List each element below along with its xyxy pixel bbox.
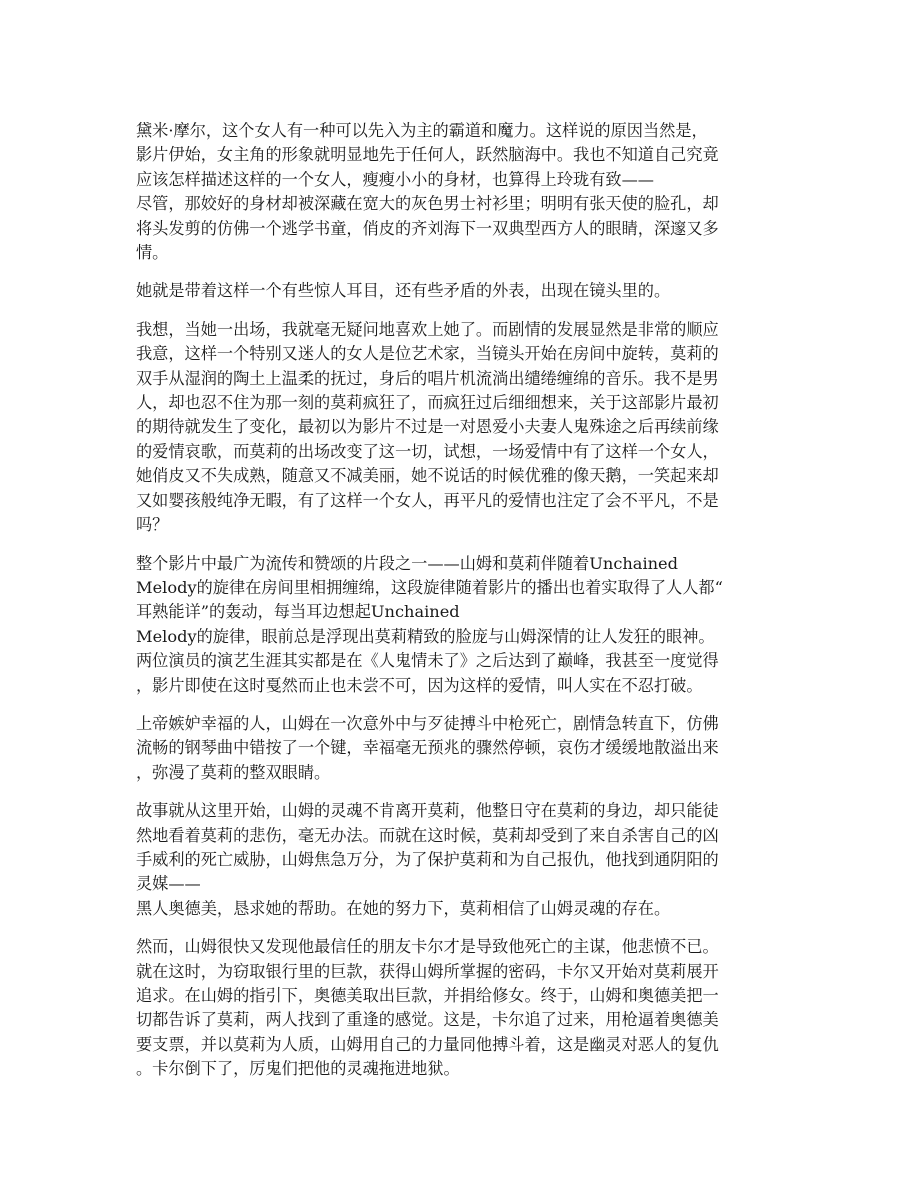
- text-line: 的爱情哀歌，而莫莉的出场改变了这一切，试想，一场爱情中有了这样一个女人，: [136, 441, 719, 461]
- text-line: 手威利的死亡威胁，山姆焦急万分，为了保护莫莉和为自己报仇，他找到通阴阳的: [136, 849, 719, 869]
- text-line: ，影片即使在这时戛然而止也未尝不可，因为这样的爱情，叫人实在不忍打破。: [136, 675, 703, 695]
- paragraph-tragedy: [136, 712, 788, 785]
- text-line: 两位演员的演艺生涯其实都是在《人鬼情未了》之后达到了巅峰，我甚至一度觉得: [136, 651, 719, 671]
- paragraph-intro: [136, 119, 788, 265]
- text-line: 就在这时，为窃取银行里的巨款，获得山姆所掌握的密码，卡尔又开始对莫莉展开: [136, 961, 719, 981]
- text-line: 追求。在山姆的指引下，奥德美取出巨款，并捐给修女。终于，山姆和奥德美把一: [136, 986, 719, 1005]
- text-line: 的期待就发生了变化，最初以为影片不过是一对恩爱小夫妻人鬼殊途之后再续前缘: [136, 417, 719, 437]
- text-line: 应该怎样描述这样的一个女人，瘦瘦小小的身材，也算得上玲珑有致——: [136, 169, 654, 189]
- text-line: 黑人奥德美，恳求她的帮助。在她的努力下，莫莉相信了山姆灵魂的存在。: [136, 898, 671, 918]
- paragraph-revenge: [136, 935, 788, 1081]
- paragraph-ghost-story: [136, 799, 788, 921]
- text-line: 人，却也忍不住为那一刻的莫莉疯狂了，而疯狂过后细细想来，关于这部影片最初: [136, 393, 719, 413]
- text-line: 影片伊始，女主角的形象就明显地先于任何人，跃然脑海中。我也不知道自己究竟: [136, 145, 719, 165]
- text-line: 。卡尔倒下了，厉鬼们把他的灵魂拖进地狱。: [136, 1059, 460, 1079]
- text-line: 情。: [136, 243, 169, 263]
- text-line: 黛米·摩尔，这个女人有一种可以先入为主的霸道和魔力。这样说的原因当然是，: [136, 121, 708, 140]
- text-line: 切都告诉了莫莉，两人找到了重逢的感觉。这是，卡尔追了过来，用枪逼着奥德美: [136, 1010, 719, 1030]
- text-line: Melody的旋律，眼前总是浮现出莫莉精致的脸庞与山姆深情的让人发狂的眼神。: [136, 626, 715, 646]
- text-line: Melody的旋律在房间里相拥缠绵，这段旋律随着影片的播出也着实取得了人人都“: [136, 577, 723, 597]
- text-line: 然地看着莫莉的悲伤，毫无办法。而就在这时候，莫莉却受到了来自杀害自己的凶: [136, 825, 719, 845]
- text-line: 双手从湿润的陶土上温柔的抚过，身后的唱片机流淌出缱绻缠绵的音乐。我不是男: [136, 368, 719, 388]
- text-line: 又如婴孩般纯净无暇，有了这样一个女人，再平凡的爱情也注定了会不平凡，不是: [136, 490, 719, 510]
- text-line: 吗？: [136, 515, 169, 535]
- text-line: 我意，这样一个特别又迷人的女人是位艺术家，当镜头开始在房间中旋转，莫莉的: [136, 344, 719, 364]
- text-line: 耳熟能详”的轰动，每当耳边想起Unchained: [136, 602, 460, 622]
- paragraph-first-impression: [136, 318, 788, 538]
- text-line: 流畅的钢琴曲中错按了一个键，幸福毫无预兆的骤然停顿，哀伤才缓缓地散溢出来: [136, 738, 719, 758]
- document-page: [136, 119, 788, 1096]
- paragraph-appearance: [136, 279, 788, 303]
- text-line: 然而，山姆很快又发现他最信任的朋友卡尔才是导致他死亡的主谋，他悲愤不已。: [136, 937, 719, 957]
- text-line: 上帝嫉妒幸福的人，山姆在一次意外中与歹徒搏斗中枪死亡，剧情急转直下，仿佛: [136, 713, 719, 733]
- text-line: 故事就从这里开始，山姆的灵魂不肯离开莫莉，他整日守在莫莉的身边，却只能徒: [136, 801, 719, 821]
- text-line: 要支票，并以莫莉为人质，山姆用自己的力量同他搏斗着，这是幽灵对恶人的复仇: [136, 1034, 719, 1054]
- text-line: 整个影片中最广为流传和赞颂的片段之一——山姆和莫莉伴随着Unchained: [136, 553, 679, 573]
- text-line: 将头发剪的仿佛一个逃学书童，俏皮的齐刘海下一双典型西方人的眼睛，深邃又多: [136, 218, 719, 238]
- text-line: 我想，当她一出场，我就毫无疑问地喜欢上她了。而剧情的发展显然是非常的顺应: [136, 319, 719, 339]
- text-line: 她俏皮又不失成熟，随意又不减美丽，她不说话的时候优雅的像天鹅，一笑起来却: [136, 466, 719, 486]
- text-line: 灵媒——: [136, 874, 201, 894]
- text-line: ，弥漫了莫莉的整双眼睛。: [136, 762, 331, 782]
- paragraph-unchained-melody: [136, 552, 788, 698]
- text-line: 尽管，那姣好的身材却被深藏在宽大的灰色男士衬衫里；明明有张天使的脸孔，却: [136, 194, 719, 214]
- text-line: 她就是带着这样一个有些惊人耳目，还有些矛盾的外表，出现在镜头里的。: [136, 281, 671, 301]
